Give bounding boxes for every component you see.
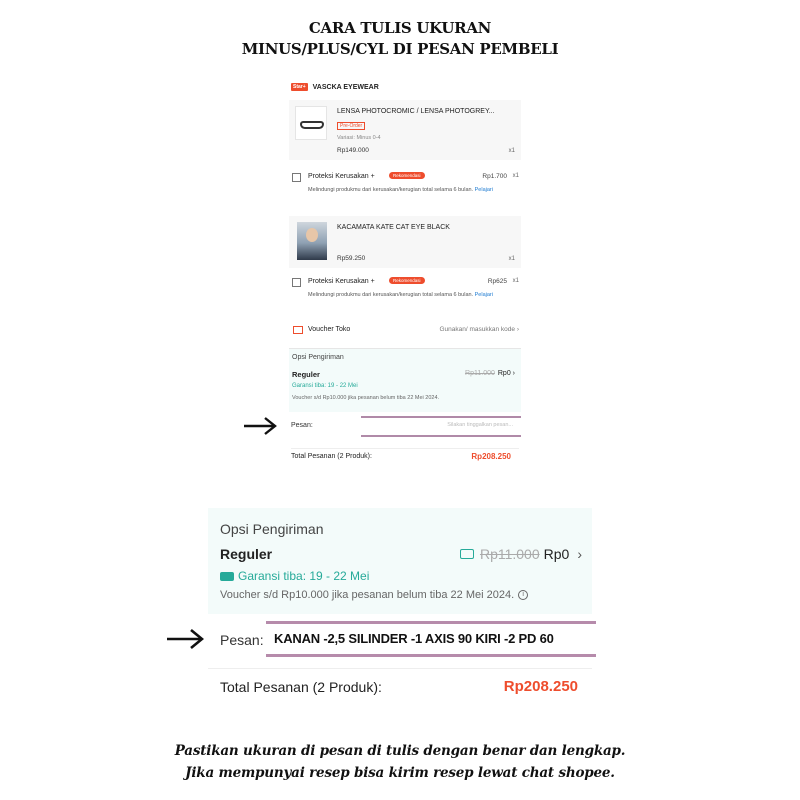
model-face — [306, 228, 318, 242]
product-image — [295, 106, 327, 140]
shipping-option-section[interactable] — [208, 508, 592, 614]
protection-title: Proteksi Kerusakan + — [308, 173, 375, 180]
star-plus-badge: Star+ — [293, 84, 306, 90]
product-price: Rp59.250 — [337, 255, 366, 262]
total-label: Total Pesanan (2 Produk): — [291, 453, 372, 460]
total-value: Rp208.250 — [471, 452, 511, 461]
shipping-voucher-note — [220, 589, 528, 601]
protection-quantity: x1 — [512, 173, 519, 179]
product-name: LENSA PHOTOCROMIC / LENSA PHOTOGREY... — [337, 108, 495, 115]
shipping-title: Opsi Pengiriman — [292, 354, 344, 361]
truck-icon — [460, 549, 474, 559]
shipping-old-price: Rp11.000 — [479, 546, 540, 562]
shop-voucher-row[interactable] — [291, 325, 519, 337]
shipping-price: Rp11.000 Rp0 › — [465, 370, 515, 377]
highlight-line — [266, 621, 596, 624]
protection-checkbox[interactable] — [292, 173, 301, 182]
guarantee-text: Garansi tiba: 19 - 22 Mei — [238, 569, 370, 583]
shipping-new-price: Rp0 — [497, 370, 511, 377]
shipping-voucher-note: Voucher s/d Rp10.000 jika pesanan belum tiba 22 Mei 2024. — [292, 395, 440, 401]
message-label: Pesan: — [291, 422, 313, 429]
product-item[interactable] — [289, 216, 521, 268]
shop-name[interactable]: VASCKA EYEWEAR — [312, 83, 379, 91]
voucher-note-text: Voucher s/d Rp10.000 jika pesanan belum tiba 22 Mei 2024. — [220, 589, 515, 601]
total-value: Rp208.250 — [503, 678, 578, 695]
product-quantity: x1 — [508, 148, 515, 154]
chevron-right-icon[interactable]: › — [577, 546, 582, 562]
learn-more-link[interactable]: Pelajari — [474, 292, 493, 298]
product-name: KACAMATA KATE CAT EYE BLACK — [337, 224, 450, 231]
voucher-action-text: Gunakan/ masukkan kode — [439, 326, 516, 333]
glasses-icon — [300, 121, 324, 129]
product-item[interactable] — [289, 100, 521, 160]
protection-option — [291, 172, 519, 208]
checkout-screenshot — [285, 76, 525, 468]
order-total-row — [208, 668, 592, 708]
recommended-badge: Rekomendasi — [389, 172, 425, 179]
protection-quantity: x1 — [512, 278, 519, 284]
message-input[interactable]: KANAN -2,5 SILINDER -1 AXIS 90 KIRI -2 PD 60 — [274, 631, 554, 646]
preorder-badge: Pre-Order — [337, 122, 365, 130]
protection-option — [291, 277, 519, 313]
voucher-icon — [293, 326, 303, 334]
title-line-1: CARA TULIS UKURAN — [308, 19, 492, 37]
protection-checkbox[interactable] — [292, 278, 301, 287]
product-quantity: x1 — [508, 256, 515, 262]
message-label: Pesan: — [220, 632, 264, 648]
voucher-label: Voucher Toko — [308, 326, 351, 333]
product-image — [297, 222, 327, 260]
delivery-truck-icon — [220, 572, 234, 581]
shipping-old-price: Rp11.000 — [465, 370, 495, 377]
protection-description — [308, 291, 513, 299]
shipping-method: Reguler — [292, 370, 320, 379]
instruction-line-2: Jika mempunyai resep bisa kirim resep lewat chat shopee. — [185, 765, 615, 781]
highlight-line — [361, 435, 521, 437]
info-icon[interactable]: i — [518, 590, 528, 600]
arrow-right-icon — [166, 628, 204, 650]
shipping-option-section[interactable] — [289, 348, 521, 412]
shipping-title: Opsi Pengiriman — [220, 521, 324, 537]
order-total-row — [291, 448, 519, 462]
zoomed-checkout-panel — [208, 508, 592, 708]
shipping-price — [460, 546, 582, 562]
page-title — [0, 18, 800, 60]
message-row — [208, 620, 592, 662]
arrow-right-icon — [243, 416, 277, 436]
total-label: Total Pesanan (2 Produk): — [220, 679, 382, 695]
protection-desc-text: Melindungi produkmu dari kerusakan/kerugian total selama 6 bulan. — [308, 292, 474, 298]
protection-title: Proteksi Kerusakan + — [308, 278, 375, 285]
protection-description — [308, 186, 513, 194]
shipping-guarantee: Garansi tiba: 19 - 22 Mei — [292, 383, 358, 389]
shop-header[interactable] — [291, 83, 379, 91]
product-variant: Variasi: Minus 0-4 — [337, 135, 381, 141]
shipping-new-price: Rp0 — [543, 546, 570, 562]
shipping-guarantee — [220, 569, 369, 583]
recommended-badge: Rekomendasi — [389, 277, 425, 284]
voucher-action[interactable]: Gunakan/ masukkan kode › — [439, 326, 519, 333]
protection-price: Rp1.700 — [482, 173, 507, 180]
product-price: Rp149.000 — [337, 147, 369, 154]
title-line-2: MINUS/PLUS/CYL DI PESAN PEMBELI — [241, 40, 559, 58]
learn-more-link[interactable]: Pelajari — [474, 187, 493, 193]
message-row — [291, 420, 519, 434]
protection-desc-text: Melindungi produkmu dari kerusakan/kerugian total selama 6 bulan. — [308, 187, 474, 193]
instruction-line-1: Pastikan ukuran di pesan di tulis dengan benar dan lengkap. — [174, 743, 626, 759]
protection-price: Rp625 — [487, 278, 507, 285]
shipping-method: Reguler — [220, 546, 273, 562]
highlight-line — [266, 654, 596, 657]
highlight-line — [361, 416, 521, 418]
instruction-text — [0, 740, 800, 784]
message-input[interactable]: Silakan tinggalkan pesan... — [447, 422, 513, 428]
